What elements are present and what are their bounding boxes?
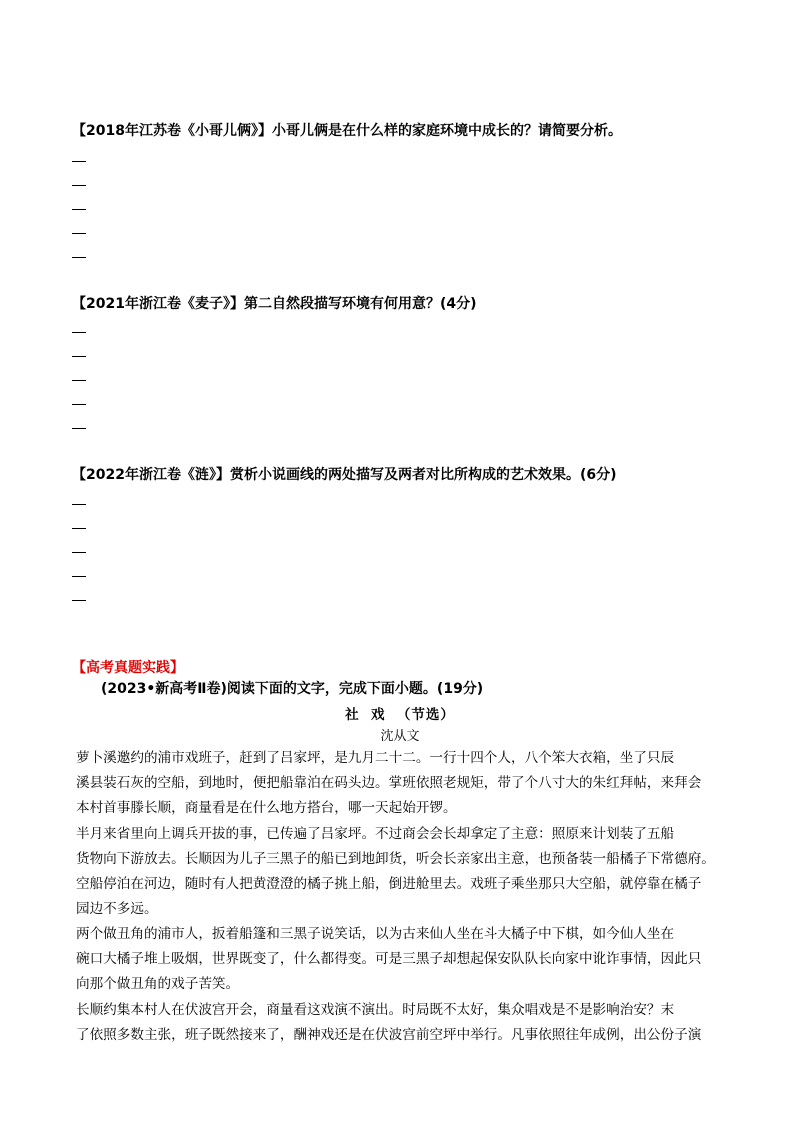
reading-instruction: (2023•新高考Ⅱ卷)阅读下面的文字，完成下面小题。(19分) [101,681,484,697]
answer-blank [72,209,86,210]
passage-line: 萝卜溪邀约的浦市戏班子，赶到了吕家坪，是九月二十二。一行十四个人，八个笨大衣箱，坐了只辰 [76,750,675,766]
answer-blank [72,528,86,529]
answer-blank [72,185,86,186]
question-2: 【2021年浙江卷《麦子》】第二自然段描写环境有何用意？(4分) [72,296,477,312]
passage-line: 空船停泊在河边，随时有人把黄澄澄的橘子挑上船，倒进舱里去。戏班子乘坐那只大空船，就停靠在橘子 [76,876,702,892]
answer-blank [72,380,86,381]
answer-blank [72,332,86,333]
section-tag: 【高考真题实践】 [72,660,184,676]
question-3: 【2022年浙江卷《涟》】赏析小说画线的两处描写及两者对比所构成的艺术效果。(6分) [72,467,617,483]
passage-line: 两个做丑角的浦市人，扳着船篷和三黑子说笑话，以为古来仙人坐在斗大橘子中下棋，如今仙人坐在 [76,926,675,942]
answer-blank [72,356,86,357]
answer-blank [72,600,86,601]
story-author: 沈从文 [380,729,420,744]
answer-blank [72,404,86,405]
answer-blank [72,576,86,577]
answer-blank [72,161,86,162]
answer-blank [72,428,86,429]
passage-line: 了依照多数主张，班子既然接来了，酬神戏还是在伏波宫前空坪中举行。凡事依照往年成例，出公份子演 [76,1027,702,1043]
answer-blank [72,504,86,505]
passage-line: 本村首事滕长顺，商量看是在什么地方搭台，哪一天起始开锣。 [76,800,457,816]
passage-line: 碗口大橘子堆上吸烟，世界既变了，什么都得变。可是三黑子却想起保安队队长向家中讹诈事情，因此只 [76,951,702,967]
passage-line: 向那个做丑角的戏子苦笑。 [76,976,240,992]
passage-line: 半月来省里向上调兵开拔的事，已传遍了吕家坪。不过商会会长却拿定了主意：照原来计划装了五船 [76,826,675,842]
question-1: 【2018年江苏卷《小哥儿俩》】小哥儿俩是在什么样的家庭环境中成长的？请简要分析。 [72,123,622,139]
passage-line: 园边不多远。 [76,901,158,917]
passage-line: 长顺约集本村人在伏波宫开会，商量看这戏演不演出。时局既不太好，集众唱戏是不是影响治安？末 [76,1002,675,1018]
answer-blank [72,552,86,553]
answer-blank [72,233,86,234]
answer-blank [72,257,86,258]
story-title: 社 戏 （节选） [345,707,455,723]
passage-line: 货物向下游放去。长顺因为儿子三黑子的船已到地卸货，听会长亲家出主意，也预备装一船橘子下常德府。 [76,851,715,867]
passage-line: 溪县装石灰的空船，到地时，便把船靠泊在码头边。掌班依照老规矩，带了个八寸大的朱红拜帖，来拜会 [76,775,702,791]
